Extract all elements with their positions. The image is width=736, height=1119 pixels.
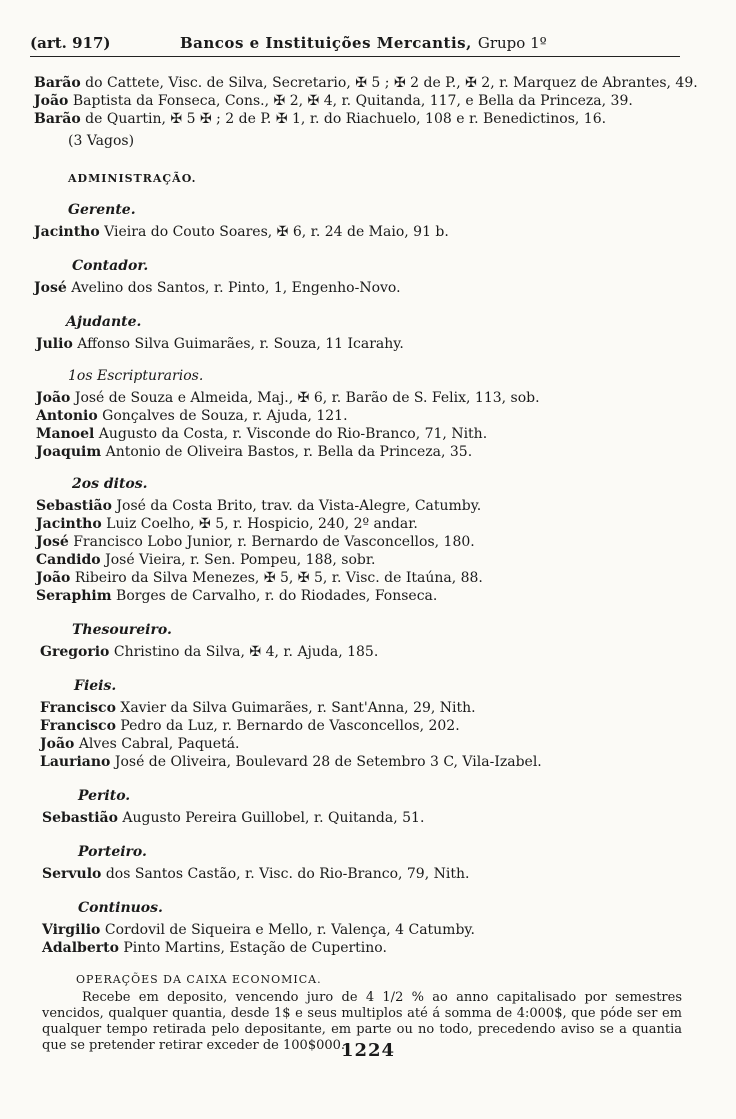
entry: João José de Souza e Almeida, Maj., ✠ 6, r. Barão de S. Felix, 113, sob.	[36, 390, 540, 406]
entry: Julio Affonso Silva Guimarães, r. Souza, 11 Icarahy.	[36, 336, 404, 352]
entry: Jacintho Luiz Coelho, ✠ 5, r. Hospicio, 240, 2º andar.	[36, 516, 418, 532]
role-title: Gerente.	[68, 202, 136, 218]
entry: Antonio Gonçalves de Souza, r. Ajuda, 121.	[36, 408, 348, 424]
section-ajudante	[0, 313, 736, 353]
section-2os-ditos	[0, 475, 736, 605]
entry: Francisco Pedro da Luz, r. Bernardo de Vasconcellos, 202.	[40, 718, 460, 734]
entry: João Baptista da Fonseca, Cons., ✠ 2, ✠ 4, r. Quitanda, 117, e Bella da Princeza, 39.	[34, 93, 633, 109]
entry: Lauriano José de Oliveira, Boulevard 28 de Setembro 3 C, Vila-Izabel.	[40, 754, 542, 770]
role-title: Continuos.	[78, 900, 163, 916]
entry: Barão de Quartin, ✠ 5 ✠ ; 2 de P. ✠ 1, r. do Riachuelo, 108 e r. Benedictinos, 16.	[34, 111, 607, 127]
role-title: Ajudante.	[66, 314, 142, 330]
section-perito	[0, 787, 736, 827]
role-title: 1os Escripturarios.	[68, 368, 204, 384]
entry: Sebastião Augusto Pereira Guillobel, r. Quitanda, 51.	[42, 810, 425, 826]
operacoes-heading: OPERAÇÕES DA CAIXA ECONOMICA.	[76, 973, 322, 986]
role-title: Fieis.	[74, 678, 117, 694]
entry: Virgilio Cordovil de Siqueira e Mello, r. Valença, 4 Catumby.	[42, 922, 475, 938]
role-title: Porteiro.	[78, 844, 147, 860]
vagos-note: (3 Vagos)	[68, 133, 135, 149]
article-number: (art. 917)	[30, 34, 111, 52]
top-entries	[0, 74, 736, 128]
entry: João Ribeiro da Silva Menezes, ✠ 5, ✠ 5, r. Visc. de Itaúna, 88.	[36, 570, 483, 586]
section-heading: ADMINISTRAÇÃO.	[68, 172, 197, 185]
page-number: 1224	[340, 1040, 396, 1061]
entry: Sebastião José da Costa Brito, trav. da Vista-Alegre, Catumby.	[36, 498, 482, 514]
entry: Manoel Augusto da Costa, r. Visconde do Rio-Branco, 71, Nith.	[36, 426, 488, 442]
section-1os-escripturarios	[0, 367, 736, 461]
entry: Barão do Cattete, Visc. de Silva, Secretario, ✠ 5 ; ✠ 2 de P., ✠ 2, r. Marquez de Abrantes, 49.	[34, 75, 698, 91]
running-header	[30, 34, 680, 57]
entry: Candido José Vieira, r. Sen. Pompeu, 188, sobr.	[36, 552, 376, 568]
entry: José Avelino dos Santos, r. Pinto, 1, Engenho-Novo.	[34, 280, 401, 296]
entry: Gregorio Christino da Silva, ✠ 4, r. Ajuda, 185.	[40, 644, 379, 660]
section-continuos	[0, 899, 736, 957]
entry: Servulo dos Santos Castão, r. Visc. do Rio-Branco, 79, Nith.	[42, 866, 470, 882]
entry: Joaquim Antonio de Oliveira Bastos, r. Bella da Princeza, 35.	[36, 444, 473, 460]
section-fieis	[0, 677, 736, 771]
section-gerente	[0, 201, 736, 241]
role-title: Perito.	[78, 788, 131, 804]
entry: Adalberto Pinto Martins, Estação de Cupertino.	[42, 940, 387, 956]
header-group: Grupo 1º	[477, 34, 547, 52]
entry: Seraphim Borges de Carvalho, r. do Riodades, Fonseca.	[36, 588, 438, 604]
section-porteiro	[0, 843, 736, 883]
section-thesoureiro	[0, 621, 736, 661]
entry: Francisco Xavier da Silva Guimarães, r. Sant'Anna, 29, Nith.	[40, 700, 476, 716]
operacoes-paragraph: Recebe em deposito, vencendo juro de 4 1/2 % ao anno capitalisado por semestres vencidos, qualquer quantia, desde 1$ e seus multiplos até á somma de 4:000$, que póde ser em qualquer tempo retirada pelo depositante, em parte ou no todo, precedendo aviso se a quantia que se pretender retirar exceder de 100$000.	[42, 990, 682, 1053]
role-title: 2os ditos.	[72, 476, 148, 492]
page-content	[0, 74, 736, 1054]
entry: José Francisco Lobo Junior, r. Bernardo de Vasconcellos, 180.	[36, 534, 475, 550]
role-title: Thesoureiro.	[72, 622, 172, 638]
header-title: Bancos e Instituições Mercantis,	[180, 34, 472, 52]
section-contador	[0, 257, 736, 297]
entry: Jacintho Vieira do Couto Soares, ✠ 6, r. 24 de Maio, 91 b.	[34, 224, 449, 240]
role-title: Contador.	[72, 258, 149, 274]
entry: João Alves Cabral, Paquetá.	[40, 736, 240, 752]
sections	[0, 201, 736, 957]
